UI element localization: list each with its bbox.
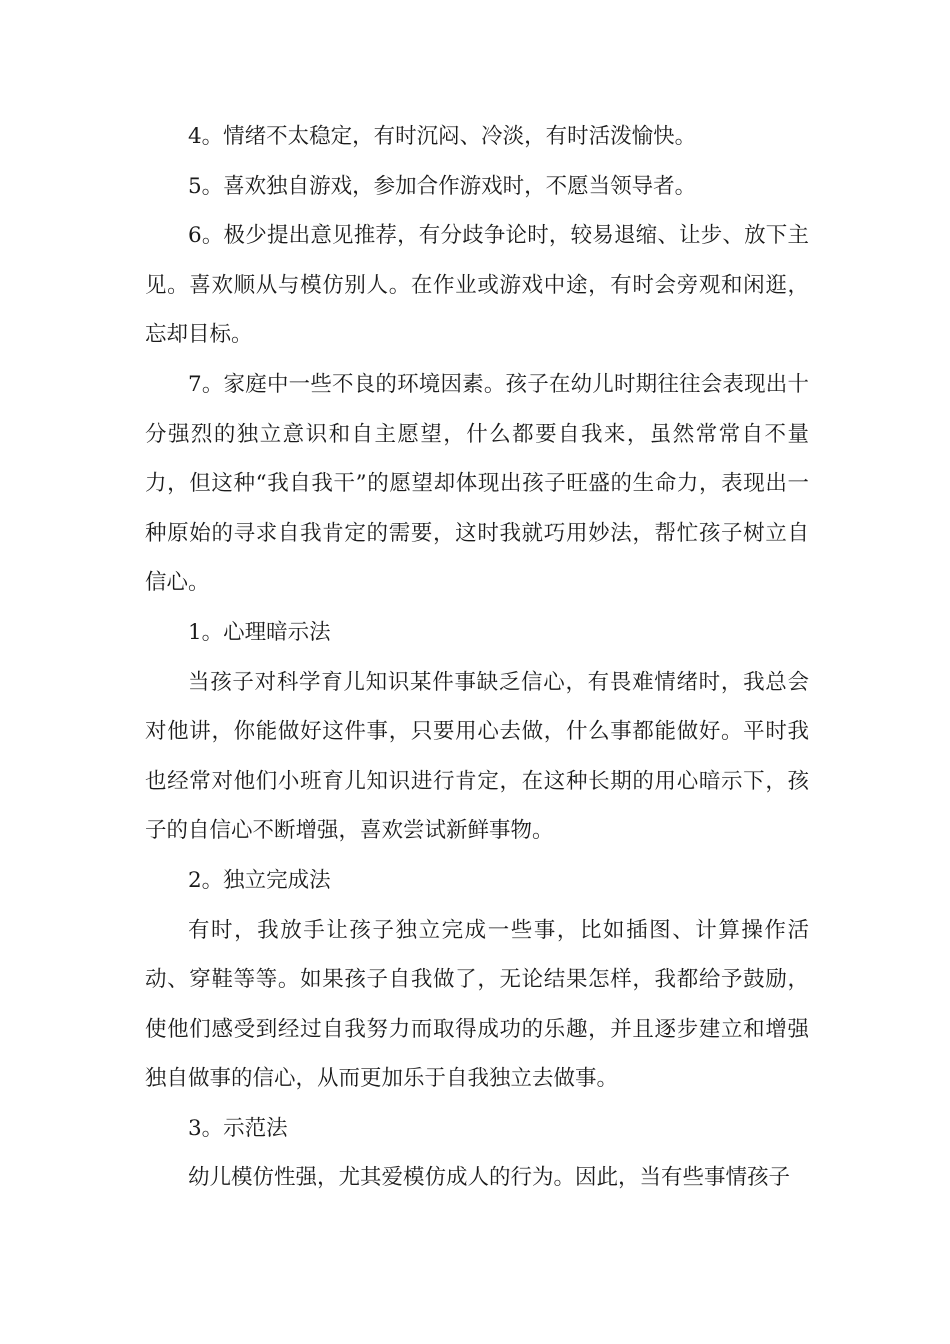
section-heading-demonstration: 3。示范法 [188,1115,288,1141]
list-item-5-solo-play: 5。喜欢独自游戏，参加合作游戏时，不愿当领导者。 [188,173,697,199]
document-body [145,112,809,1203]
section-heading-independent-completion: 2。独立完成法 [188,867,331,893]
body-paragraph-independent-completion: 有时，我放手让孩子独立完成一些事，比如插图、计算操作活动、穿鞋等等。如果孩子自我做了，无论结果怎样，我都给予鼓励，使他们感受到经过自我努力而取得成功的乐趣，并且逐步建立和增强独自做事的信心，从而更加乐于自我独立去做事。 [145,917,809,1092]
section-heading-psychological-suggestion: 1。心理暗示法 [188,619,331,645]
list-item-4-emotion: 4。情绪不太稳定，有时沉闷、冷淡，有时活泼愉快。 [188,124,697,149]
body-paragraph-demonstration: 幼儿模仿性强，尤其爱模仿成人的行为。因此，当有些事情孩子 [188,1165,791,1191]
list-item-7-family-environment: 7。家庭中一些不良的环境因素。孩子在幼儿时期往往会表现出十分强烈的独立意识和自主愿望，什么都要自我来，虽然常常自不量力，但这种“我自我干”的愿望却体现出孩子旺盛的生命力，表现出一种原始的寻求自我肯定的需要，这时我就巧用妙法，帮忙孩子树立自信心。 [145,371,809,596]
body-paragraph-psychological-suggestion: 当孩子对科学育儿知识某件事缺乏信心，有畏难情绪时，我总会对他讲，你能做好这件事，只要用心去做，什么事都能做好。平时我也经常对他们小班育儿知识进行肯定，在这种长期的用心暗示下，孩子的自信心不断增强，喜欢尝试新鲜事物。 [145,669,809,844]
list-item-6-opinions: 6。极少提出意见推荐，有分歧争论时，较易退缩、让步、放下主见。喜欢顺从与模仿别人。在作业或游戏中途，有时会旁观和闲逛，忘却目标。 [145,223,809,348]
